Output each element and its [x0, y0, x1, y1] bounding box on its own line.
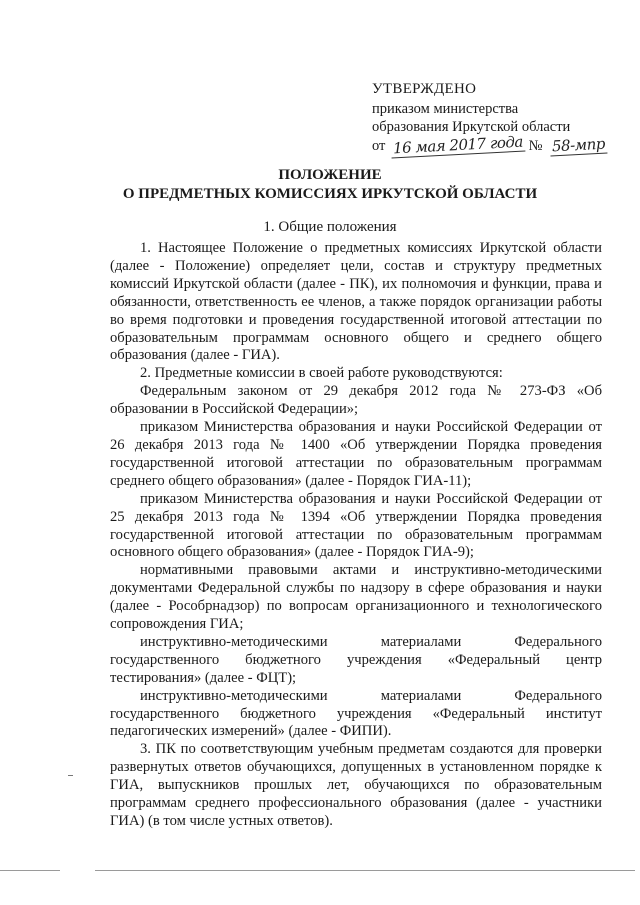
paragraph-8: инструктивно-методическими материалами Федерального государственного бюджетного учреждения «Федеральный институт педагогических измерений» (далее - ФИПИ). — [110, 687, 602, 740]
approval-line-1: приказом министерства — [372, 101, 519, 117]
paragraph-4: приказом Министерства образования и науки Российской Федерации от 26 декабря 2013 года № 1400 «Об утверждении Порядка проведения государственной итоговой аттестации по образовательным программам среднего общего образования» (далее - Порядок ГИА-11); — [110, 419, 602, 489]
approval-from-prefix: от — [372, 138, 386, 154]
handwritten-date: 16 мая 2017 года — [391, 133, 526, 159]
approval-line-2: образования Иркутской области — [372, 119, 571, 135]
section-heading: 1. Общие положения — [263, 219, 397, 235]
document-title — [110, 166, 550, 204]
handwritten-number: 58-мпр — [550, 135, 608, 157]
scan-mark — [68, 775, 73, 776]
paragraph-5: приказом Министерства образования и науки Российской Федерации от 25 декабря 2013 года № 1394 «Об утверждении Порядка проведения государственной итоговой аттестации по образовательным программам основного общего образования» (далее - Порядок ГИА-9); — [110, 490, 602, 561]
paragraph-1: 1. Настоящее Положение о предметных комиссиях Иркутской области (далее - Положение) определяет цели, состав и структуру предметных комиссий Иркутской области (далее - ПК), их полномочия и функции, права и обязанности, ответственность ее членов, а также порядок организации работы во время подготовки и проведения государственной итоговой аттестации по образовательным программам основного общего и среднего общего образования (далее - ГИА). — [110, 240, 602, 364]
approval-number-prefix: № — [528, 138, 543, 154]
title-line-2: О ПРЕДМЕТНЫХ КОМИССИЯХ ИРКУТСКОЙ ОБЛАСТИ — [122, 186, 538, 202]
scan-edge-line-left — [0, 870, 60, 871]
paragraph-7: инструктивно-методическими материалами Федерального государственного бюджетного учреждения «Федеральный центр тестирования» (далее - ФЦТ); — [110, 633, 602, 686]
approval-heading: УТВЕРЖДЕНО — [372, 81, 477, 97]
paragraph-2: 2. Предметные комиссии в своей работе руководствуются: — [140, 365, 503, 382]
title-line-1: ПОЛОЖЕНИЕ — [278, 167, 382, 183]
paragraph-9: 3. ПК по соответствующим учебным предметам создаются для проверки развернутых ответов обучающихся, допущенных в установленном порядке к ГИА, выпускников прошлых лет, обучающихся по образовательным программам среднего профессионального образования (далее - участники ГИА) (в том числе устных ответов). — [110, 741, 602, 829]
approval-stamp-block — [372, 80, 622, 158]
paragraph-6: нормативными правовыми актами и инструктивно-методическими документами Федеральной службы по надзору в сфере образования и науки (далее - Рособрнадзор) по вопросам организационного и технологического сопровождения ГИА; — [110, 562, 602, 633]
section-body — [110, 240, 602, 831]
approval-date-line — [372, 132, 622, 158]
paragraph-3: Федеральным законом от 29 декабря 2012 года № 273-ФЗ «Об образовании в Российской Федерации»; — [110, 383, 602, 418]
scan-edge-line-right — [95, 870, 635, 871]
